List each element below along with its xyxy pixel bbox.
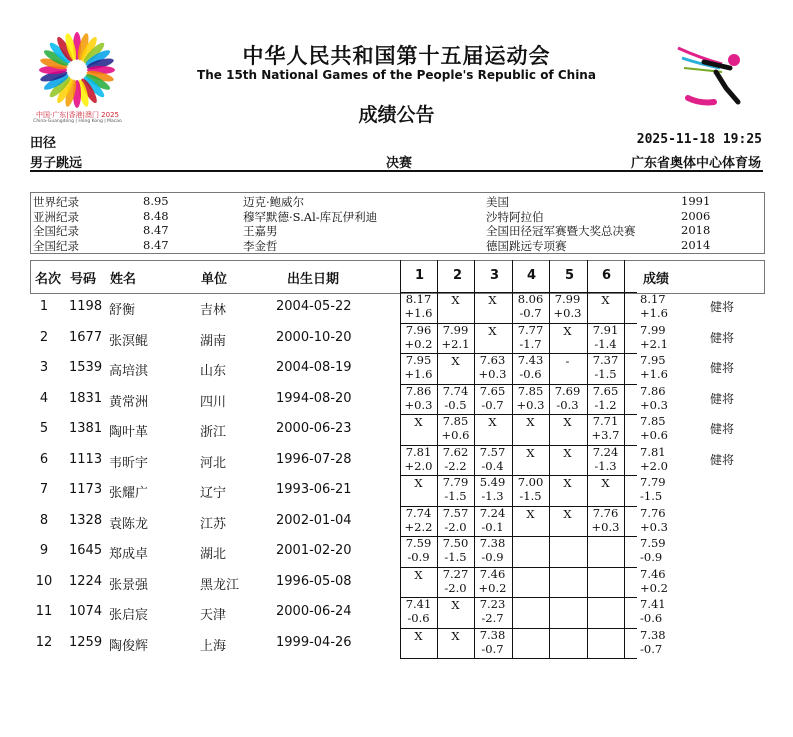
record-holder: 迈克·鲍威尔: [243, 195, 305, 209]
attempt-wind: -2.0: [444, 519, 467, 534]
best-mark: 7.76: [640, 505, 666, 520]
attempt-mark: 7.63: [479, 353, 506, 367]
record-place: 德国跳远专项赛: [486, 238, 567, 253]
cell-unit: 江苏: [200, 516, 227, 532]
record-mark: 8.48: [143, 208, 169, 223]
cell-name: 黄常洲: [109, 394, 149, 410]
attempt-mark: 7.27: [442, 566, 469, 581]
attempt-mark: 7.50: [442, 536, 469, 550]
cell-bib: 1074: [69, 604, 103, 619]
cell-dob: 1996-07-28: [276, 451, 352, 467]
remark: 健将: [710, 391, 735, 406]
attempt-cell: [512, 445, 549, 475]
best-mark: 7.41: [640, 597, 666, 611]
attempt-mark: 5.49: [479, 475, 506, 489]
attempt-cell: [437, 353, 474, 383]
record-row: [31, 238, 764, 253]
record-year: 2018: [681, 223, 711, 237]
attempt-cell: [474, 536, 511, 566]
attempt-mark: X: [526, 415, 535, 429]
attempt-wind: -0.7: [481, 397, 504, 412]
attempt-cell: [437, 414, 474, 444]
attempt-mark: X: [563, 323, 572, 338]
games-title-en: The 15th National Games of the People's Republic of China: [197, 68, 596, 82]
attempt-cell: [400, 628, 437, 658]
event-name: 男子跳远: [30, 156, 83, 171]
col-best: 成绩: [643, 272, 670, 287]
attempt-mark: 7.43: [517, 353, 544, 367]
best-mark: 8.17: [640, 292, 666, 306]
cell-dob: 1999-04-26: [276, 634, 352, 650]
attempt-mark: X: [563, 476, 572, 490]
attempt-mark: 7.59: [405, 536, 432, 550]
attempt-cell: [437, 567, 474, 597]
attempt-wind: +0.3: [478, 367, 507, 381]
attempt-cell: [512, 475, 549, 505]
attempt-mark: 7.74: [442, 383, 469, 398]
cell-dob: 1996-05-08: [276, 573, 352, 589]
remark: 健将: [710, 452, 735, 467]
best-wind: -0.9: [640, 550, 663, 564]
attempt-wind: +0.2: [404, 336, 433, 351]
attempt-wind: +1.6: [404, 306, 433, 320]
attempt-mark: 7.46: [479, 566, 506, 581]
attempt-cell: [549, 384, 586, 414]
attempt-cell: [400, 536, 437, 566]
cell-bib: 1198: [69, 299, 103, 314]
record-type: 世界纪录: [33, 195, 79, 209]
cell-name: 舒衡: [109, 303, 136, 318]
cell-unit: 上海: [200, 638, 227, 654]
attempt-cell: [474, 597, 511, 627]
attempt-cell: [587, 414, 624, 444]
attempt-mark: 7.65: [479, 383, 506, 398]
attempt-mark: 7.24: [592, 444, 619, 459]
attempt-mark: X: [451, 628, 460, 643]
cell-name: 郑成卓: [109, 547, 149, 562]
attempt-mark: 7.95: [405, 353, 432, 367]
attempt-cell: [512, 384, 549, 414]
best-mark: 7.79: [640, 475, 666, 489]
cell-unit: 浙江: [200, 425, 227, 440]
cell-unit: 四川: [200, 394, 227, 410]
record-holder: 王嘉男: [243, 224, 278, 238]
attempt-wind: -0.1: [481, 519, 504, 534]
cell-dob: 1994-08-20: [276, 390, 352, 406]
remark: 健将: [710, 300, 735, 314]
best-wind: +1.6: [640, 367, 668, 381]
cell-unit: 山东: [200, 364, 227, 379]
attempt-wind: +0.3: [516, 397, 545, 412]
cell-unit: 河北: [200, 455, 227, 471]
cell-dob: 2002-01-04: [276, 512, 352, 528]
attempt-cell: [400, 567, 437, 597]
attempt-wind: -0.6: [407, 611, 430, 625]
attempt-cell: [474, 628, 511, 658]
attempt-mark: 7.99: [554, 292, 581, 306]
best-mark: 7.99: [640, 322, 666, 337]
attempt-cell: [400, 475, 437, 505]
cell-bib: 1113: [69, 451, 103, 467]
attempt-wind: -1.5: [519, 489, 542, 503]
attempt-cell: [474, 567, 511, 597]
cell-rank: 2: [39, 329, 49, 345]
attempt-mark: 7.85: [442, 414, 469, 428]
attempt-mark: 7.38: [479, 536, 506, 550]
cell-name: 袁陈龙: [109, 516, 149, 532]
attempt-mark: 7.71: [592, 414, 619, 428]
attempt-mark: 7.65: [592, 383, 619, 398]
best-wind: +0.3: [640, 519, 668, 534]
attempt-mark: 7.38: [479, 627, 506, 642]
cell-bib: 1381: [69, 421, 103, 436]
best-mark: 7.46: [640, 566, 666, 581]
attempt-wind: +0.3: [553, 306, 582, 320]
attempt-cell: [549, 292, 586, 322]
col-rank: 名次: [35, 272, 62, 287]
col-unit: 单位: [201, 272, 228, 287]
best-mark: 7.85: [640, 414, 666, 428]
attempt-cell: [549, 506, 586, 536]
attempt-cell: [474, 475, 511, 505]
best-wind: -1.5: [640, 489, 663, 503]
best-mark: 7.81: [640, 444, 666, 459]
attempt-mark: 7.85: [517, 383, 544, 398]
attempt-wind: -1.3: [481, 489, 504, 503]
cell-bib: 1328: [69, 512, 103, 528]
record-type: 全国纪录: [33, 224, 79, 238]
attempt-cell: [400, 384, 437, 414]
attempt-cell: [400, 506, 437, 536]
cell-rank: 10: [35, 573, 53, 589]
record-type: 亚洲纪录: [33, 209, 79, 224]
cell-rank: 6: [39, 451, 49, 467]
attempt-wind: +2.0: [404, 458, 433, 473]
cell-bib: 1539: [69, 360, 103, 375]
attempt-mark: 8.17: [405, 292, 432, 306]
attempt-mark: 7.74: [405, 505, 432, 520]
attempt-wind: -1.7: [519, 336, 542, 351]
attempt-mark: 7.24: [479, 505, 506, 520]
event-venue: 广东省奥体中心体育场: [630, 156, 761, 171]
attempt-wind: -2.7: [481, 611, 504, 625]
cell-bib: 1677: [69, 329, 103, 345]
attempt-cell: [587, 353, 624, 383]
attempt-cell: [400, 323, 437, 353]
attempt-wind: +0.3: [404, 397, 433, 412]
attempt-cell: [587, 506, 624, 536]
cell-dob: 2004-05-22: [276, 299, 352, 314]
attempt-cell: [474, 445, 511, 475]
col-attempt-2: 2: [453, 268, 463, 283]
best-wind: +2.0: [640, 458, 668, 473]
remark: 健将: [710, 361, 735, 375]
attempt-mark: 7.57: [479, 444, 506, 459]
attempt-cell: [437, 445, 474, 475]
grid-line: [400, 658, 637, 659]
best-mark: 7.95: [640, 353, 666, 367]
cell-dob: 1993-06-21: [276, 482, 352, 497]
attempt-cell: [400, 597, 437, 627]
attempt-mark: X: [414, 567, 423, 582]
attempt-wind: -2.0: [444, 580, 467, 595]
col-name: 姓名: [110, 272, 137, 287]
cell-bib: 1259: [69, 634, 103, 650]
logo-caption-en: China-Guangdong | Hong Kong | Macao: [33, 119, 122, 124]
record-year: 2014: [681, 237, 711, 252]
page-title: 成绩公告: [358, 104, 435, 126]
best-wind: -0.7: [640, 641, 663, 656]
attempt-cell: [400, 445, 437, 475]
sport-label: 田径: [30, 136, 57, 151]
attempt-mark: X: [601, 293, 610, 307]
best-wind: +1.6: [640, 306, 668, 320]
col-attempt-4: 4: [527, 268, 537, 283]
record-place: 全国田径冠军赛暨大奖总决赛: [486, 224, 636, 238]
attempt-cell: [400, 414, 437, 444]
record-mark: 8.95: [143, 194, 169, 208]
attempt-mark: 7.86: [405, 383, 432, 398]
remark: 健将: [710, 330, 735, 345]
remark: 健将: [710, 422, 735, 436]
attempt-cell: [549, 353, 586, 383]
attempt-mark: 7.69: [554, 383, 581, 398]
best-mark: 7.59: [640, 536, 666, 550]
attempt-mark: X: [488, 415, 497, 429]
attempt-mark: X: [488, 323, 497, 338]
cell-rank: 12: [35, 634, 53, 650]
logo-caption: 中国·广东|香港|澳门 2025: [36, 111, 119, 119]
cell-dob: 2000-06-24: [276, 604, 352, 619]
attempt-mark: 8.06: [517, 292, 544, 306]
attempt-mark: X: [563, 506, 572, 521]
attempt-mark: X: [414, 476, 423, 490]
attempt-cell: [512, 323, 549, 353]
col-dob: 出生日期: [287, 272, 340, 287]
cell-bib: 1645: [69, 543, 103, 558]
attempt-mark: X: [451, 354, 460, 368]
attempt-wind: +2.1: [441, 336, 470, 351]
record-place: 沙特阿拉伯: [486, 209, 544, 224]
attempt-cell: [437, 506, 474, 536]
cell-unit: 湖南: [200, 333, 227, 349]
cell-bib: 1831: [69, 390, 103, 406]
record-row: [31, 223, 764, 238]
best-wind: +0.3: [640, 397, 668, 412]
attempt-cell: [474, 506, 511, 536]
cell-unit: 湖北: [200, 547, 227, 562]
attempt-cell: [437, 475, 474, 505]
attempt-mark: 7.76: [592, 505, 619, 520]
best-mark: 7.86: [640, 383, 666, 398]
attempt-wind: +2.2: [404, 519, 433, 534]
event-round: 决赛: [386, 156, 413, 171]
attempt-cell: [437, 628, 474, 658]
attempt-cell: [512, 414, 549, 444]
attempt-cell: [549, 323, 586, 353]
attempt-wind: -0.4: [481, 458, 504, 473]
col-attempt-3: 3: [490, 268, 500, 283]
attempt-wind: -1.5: [444, 550, 467, 564]
attempt-wind: -0.3: [556, 397, 579, 412]
attempt-cell: [587, 445, 624, 475]
cell-unit: 辽宁: [200, 486, 227, 501]
attempt-mark: 7.81: [405, 444, 432, 459]
attempt-cell: [587, 475, 624, 505]
attempt-wind: +0.2: [478, 580, 507, 595]
attempt-wind: -1.5: [444, 489, 467, 503]
attempt-cell: [400, 292, 437, 322]
record-holder: 穆罕默德·S.Al-库瓦伊利迪: [243, 209, 378, 224]
attempt-cell: [512, 292, 549, 322]
cell-rank: 9: [39, 543, 49, 558]
attempt-wind: -0.5: [444, 397, 467, 412]
attempt-wind: +1.6: [404, 367, 433, 381]
event-info: [30, 152, 763, 172]
attempt-mark: 7.79: [442, 475, 469, 489]
attempt-mark: X: [563, 415, 572, 429]
cell-dob: 2001-02-20: [276, 543, 352, 558]
attempt-mark: 7.00: [517, 475, 544, 489]
cell-name: 陶俊辉: [109, 638, 149, 654]
cell-rank: 1: [39, 299, 49, 314]
cell-name: 韦昕宇: [109, 455, 149, 471]
attempt-mark: -: [565, 354, 570, 368]
cell-rank: 8: [39, 512, 49, 528]
cell-dob: 2000-10-20: [276, 329, 352, 345]
attempt-wind: -2.2: [444, 458, 467, 473]
cell-name: 张景强: [109, 577, 149, 593]
games-title-cn: 中华人民共和国第十五届运动会: [242, 44, 551, 68]
attempt-wind: -0.7: [519, 306, 542, 320]
attempt-cell: [437, 292, 474, 322]
cell-dob: 2000-06-23: [276, 421, 352, 436]
attempt-cell: [512, 353, 549, 383]
record-year: 2006: [681, 208, 711, 223]
record-row: [31, 194, 764, 209]
attempt-cell: [549, 445, 586, 475]
cell-bib: 1224: [69, 573, 103, 589]
cell-unit: 吉林: [200, 303, 227, 318]
attempt-cell: [437, 597, 474, 627]
cell-name: 张耀广: [109, 486, 149, 501]
attempt-wind: -1.2: [594, 397, 617, 412]
record-holder: 李金哲: [243, 238, 278, 253]
best-mark: 7.38: [640, 627, 666, 642]
attempt-mark: X: [526, 445, 535, 460]
attempt-wind: -1.4: [594, 336, 617, 351]
cell-name: 张启宸: [109, 608, 149, 623]
attempt-wind: -1.3: [594, 458, 617, 473]
attempt-mark: X: [526, 506, 535, 521]
cell-name: 高培淇: [109, 364, 149, 379]
cell-rank: 11: [35, 604, 53, 619]
attempt-cell: [549, 475, 586, 505]
attempt-wind: -0.9: [481, 550, 504, 564]
attempt-cell: [474, 292, 511, 322]
attempt-mark: 7.91: [592, 322, 619, 337]
attempt-cell: [587, 384, 624, 414]
attempt-wind: +0.6: [441, 428, 470, 442]
attempt-cell: [512, 506, 549, 536]
attempt-mark: X: [414, 628, 423, 643]
results-header: [30, 260, 765, 294]
records-box: [30, 192, 765, 254]
attempt-mark: 7.96: [405, 322, 432, 337]
attempt-mark: 7.99: [442, 322, 469, 337]
attempt-wind: -0.6: [519, 367, 542, 381]
col-bib: 号码: [70, 272, 97, 287]
cell-rank: 3: [39, 360, 49, 375]
attempt-mark: 7.23: [479, 597, 506, 611]
attempt-wind: -0.9: [407, 550, 430, 564]
attempt-cell: [474, 384, 511, 414]
attempt-mark: 7.62: [442, 444, 469, 459]
attempt-mark: 7.77: [517, 322, 544, 337]
cell-rank: 7: [39, 482, 49, 497]
best-wind: -0.6: [640, 611, 663, 625]
attempt-cell: [400, 353, 437, 383]
col-attempt-5: 5: [565, 268, 575, 283]
record-mark: 8.47: [143, 237, 169, 252]
col-attempt-1: 1: [415, 268, 425, 283]
attempt-wind: +3.7: [591, 428, 620, 442]
attempt-wind: +0.3: [591, 519, 620, 534]
attempt-wind: -1.5: [594, 367, 617, 381]
attempt-mark: X: [451, 293, 460, 307]
attempt-cell: [437, 384, 474, 414]
cell-dob: 2004-08-19: [276, 360, 352, 375]
attempt-cell: [437, 323, 474, 353]
attempt-cell: [587, 292, 624, 322]
cell-name: 张溟鲲: [109, 333, 149, 349]
attempt-cell: [474, 414, 511, 444]
record-type: 全国纪录: [33, 238, 79, 253]
cell-name: 陶叶革: [109, 425, 149, 440]
attempt-mark: 7.57: [442, 505, 469, 520]
best-wind: +0.2: [640, 580, 668, 595]
attempt-mark: X: [414, 415, 423, 429]
attempt-mark: X: [563, 445, 572, 460]
record-place: 美国: [486, 195, 509, 209]
attempt-cell: [437, 536, 474, 566]
record-mark: 8.47: [143, 223, 169, 237]
attempt-mark: 7.37: [592, 353, 619, 367]
cell-bib: 1173: [69, 482, 103, 497]
cell-rank: 5: [39, 421, 49, 436]
attempt-wind: -0.7: [481, 641, 504, 656]
cell-unit: 黑龙江: [200, 577, 240, 593]
attempt-cell: [474, 353, 511, 383]
cell-unit: 天津: [200, 608, 227, 623]
datetime: 2025-11-18 19:25: [636, 132, 762, 147]
record-row: [31, 209, 764, 224]
best-wind: +0.6: [640, 428, 668, 442]
attempt-cell: [474, 323, 511, 353]
cell-rank: 4: [39, 390, 49, 406]
attempt-mark: X: [488, 293, 497, 307]
attempt-cell: [549, 414, 586, 444]
best-wind: +2.1: [640, 336, 668, 351]
record-year: 1991: [681, 194, 711, 208]
col-attempt-6: 6: [602, 268, 612, 283]
attempt-mark: X: [601, 476, 610, 490]
attempt-mark: 7.41: [405, 597, 432, 611]
attempt-mark: X: [451, 598, 460, 612]
attempt-cell: [587, 323, 624, 353]
